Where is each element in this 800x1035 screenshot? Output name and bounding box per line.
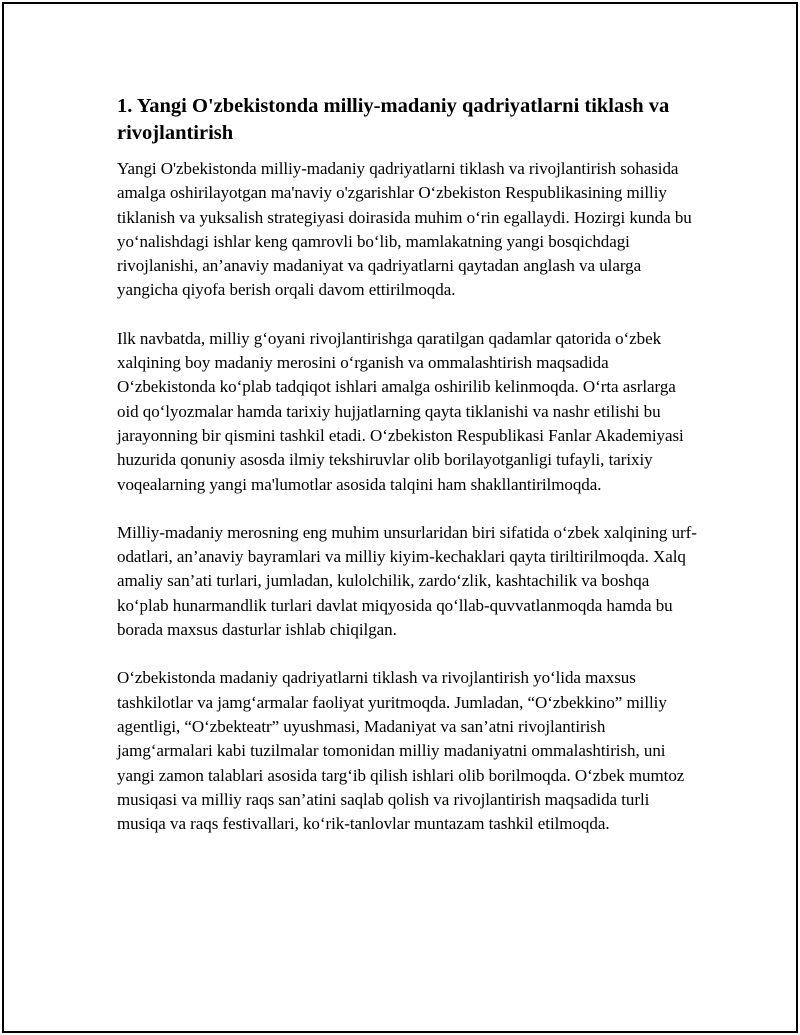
paragraph-2: Ilk navbatda, milliy g‘oyani rivojlantirishga qaratilgan qadamlar qatorida o‘zbek xalqining boy madaniy merosini o‘rganish va ommalashtirish maqsadida O‘zbekistonda ko‘plab tadqiqot ishlari amalga oshirilib kelinmoqda. O‘rta asrlarga oid qo‘lyozmalar hamda tarixiy hujjatlarning qayta tiklanishi va nashr etilishi bu jarayonning bir qismini tashkil etadi. O‘zbekiston Respublikasi Fanlar Akademiyasi huzurida qonuniy asosda ilmiy tekshiruvlar olib borilayotganligi tufayli, tarixiy voqealarning yangi ma'lumotlar asosida talqini ham shakllantirilmoqda. <box>117 328 684 494</box>
document-body <box>117 93 697 860</box>
paragraph-3: Milliy-madaniy merosning eng muhim unsurlaridan biri sifatida o‘zbek xalqining urf-odatlari, an’anaviy bayramlari va milliy kiyim-kechaklari qayta tiriltirilmoqda. Xalq amaliy san’ati turlari, jumladan, kulolchilik, zardo‘zlik, kashtachilik va boshqa ko‘plab hunarmandlik turlari davlat miqyosida qo‘llab-quvvatlanmoqda hamda bu borada maxsus dasturlar ishlab chiqilgan. <box>117 522 697 640</box>
paragraph-4: O‘zbekistonda madaniy qadriyatlarni tiklash va rivojlantirish yo‘lida maxsus tashkilotlar va jamg‘armalar faoliyat yuritmoqda. Jumladan, “O‘zbekkino” milliy agentligi, “O‘zbekteatr” uyushmasi, Madaniyat va san’atni rivojlantirish jamg‘armalari kabi tuzilmalar tomonidan milliy madaniyatni ommalashtirish, uni yangi zamon talablari asosida targ‘ib qilish ishlari olib borilmoqda. O‘zbek mumtoz musiqasi va milliy raqs san’atini saqlab qolish va rivojlantirish maqsadida turli musiqa va raqs festivallari, ko‘rik-tanlovlar muntazam tashkil etilmoqda. <box>117 668 685 834</box>
paragraph-1: Yangi O'zbekistonda milliy-madaniy qadriyatlarni tiklash va rivojlantirish sohasida amalga oshirilayotgan ma'naviy o'zgarishlar O‘zbekiston Respublikasining milliy tiklanish va yuksalish strategiyasi doirasida muhim o‘rin egallaydi. Hozirgi kunda bu yo‘nalishdagi ishlar keng qamrovli bo‘lib, mamlakatning yangi bosqichdagi rivojlanishi, an’anaviy madaniyat va qadriyatlarni qaytadan anglash va ularga yangicha qiyofa berish orqali davom ettirilmoqda. <box>117 159 692 300</box>
section-heading: 1. Yangi O'zbekistonda milliy-madaniy qadriyatlarni tiklash va rivojlantirish <box>117 95 670 144</box>
